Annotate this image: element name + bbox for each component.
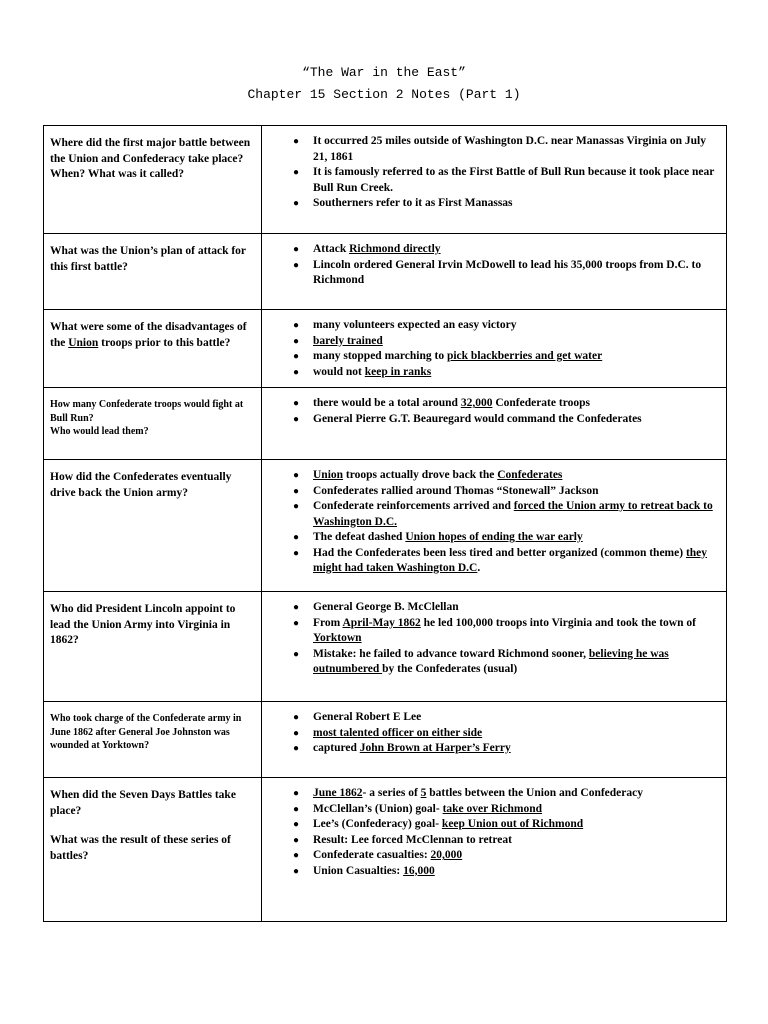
notes-row bbox=[44, 592, 727, 702]
bullet-dot-icon: ● bbox=[293, 850, 300, 861]
question-text: What was the result of these series of battles? bbox=[50, 834, 231, 862]
question-cell bbox=[44, 310, 262, 388]
bullet-list bbox=[262, 468, 718, 577]
answer-cell bbox=[262, 234, 727, 310]
bullet-item bbox=[262, 365, 718, 381]
question-cell bbox=[44, 460, 262, 592]
bullet-text: John Brown at Harper’s Ferry bbox=[359, 742, 511, 754]
bullet-item bbox=[262, 499, 718, 530]
bullet-dot-icon: ● bbox=[293, 648, 300, 660]
bullet-text: Confederates bbox=[497, 469, 563, 481]
bullet-text: battles between the Union and Confederacy bbox=[426, 787, 643, 799]
answer-cell bbox=[262, 388, 727, 460]
bullet-text: keep in ranks bbox=[364, 365, 432, 378]
answer-cell bbox=[262, 592, 727, 702]
bullet-text: From bbox=[313, 616, 343, 629]
bullet-text: General George B. McClellan bbox=[313, 601, 459, 613]
bullet-text: keep Union out of Richmond bbox=[441, 818, 584, 830]
question-segment: Union bbox=[68, 336, 99, 349]
bullet-item bbox=[262, 318, 718, 334]
bullet-dot-icon: ● bbox=[293, 470, 300, 481]
bullet-list bbox=[262, 600, 718, 678]
bullet-item bbox=[262, 165, 718, 196]
bullet-text: The defeat dashed bbox=[313, 531, 406, 543]
bullet-text: they might had taken Washington D.C bbox=[313, 546, 708, 574]
bullet-text: Had the Confederates been less tired and better organized (common theme) bbox=[313, 546, 686, 559]
bullet-text: It occurred 25 miles outside of Washington D.C. near Manassas Virginia on July 21, 1861 bbox=[313, 135, 706, 163]
bullet-text: Union bbox=[313, 469, 344, 481]
answer-cell bbox=[262, 778, 727, 922]
bullet-dot-icon: ● bbox=[293, 803, 300, 815]
question-cell bbox=[44, 702, 262, 778]
bullet-item bbox=[262, 258, 718, 289]
answer-cell bbox=[262, 460, 727, 592]
bullet-text: 32,000 bbox=[460, 397, 493, 409]
notes-table bbox=[43, 125, 727, 922]
bullet-item bbox=[262, 546, 718, 577]
bullet-list bbox=[262, 396, 718, 427]
bullet-dot-icon: ● bbox=[293, 547, 300, 559]
bullet-text: Union hopes of ending the war early bbox=[405, 531, 583, 543]
bullet-item bbox=[262, 600, 718, 616]
bullet-dot-icon: ● bbox=[293, 485, 300, 497]
bullet-text: he led 100,000 troops into Virginia and took the town of bbox=[420, 616, 696, 629]
bullet-text: Richmond directly bbox=[349, 243, 441, 255]
bullet-dot-icon: ● bbox=[293, 167, 300, 178]
bullet-text: General Robert E Lee bbox=[313, 711, 422, 723]
bullet-item bbox=[262, 616, 718, 647]
bullet-text: - a series of bbox=[362, 787, 421, 799]
bullet-dot-icon: ● bbox=[293, 335, 300, 347]
notes-row bbox=[44, 702, 727, 778]
bullet-dot-icon: ● bbox=[293, 351, 300, 362]
bullet-text: Confederate troops bbox=[492, 397, 590, 409]
bullet-dot-icon: ● bbox=[293, 532, 300, 543]
answer-cell bbox=[262, 702, 727, 778]
question-segment: troops prior to this battle? bbox=[98, 336, 231, 349]
answer-cell bbox=[262, 310, 727, 388]
question-text: How many Confederate troops would fight at Bull Run? bbox=[50, 399, 244, 424]
notes-row bbox=[44, 388, 727, 460]
question-text: When did the Seven Days Battles take place? bbox=[50, 789, 236, 817]
bullet-dot-icon: ● bbox=[293, 865, 300, 877]
bullet-dot-icon: ● bbox=[293, 413, 300, 425]
bullet-text: Confederate reinforcements arrived and bbox=[313, 500, 514, 512]
bullet-item bbox=[262, 349, 718, 365]
bullet-text: Mistake: he failed to advance toward Richmond sooner, bbox=[313, 647, 589, 660]
question-text bbox=[50, 320, 255, 351]
notes-row bbox=[44, 460, 727, 592]
bullet-text: many stopped marching to bbox=[313, 350, 447, 362]
question-segment: What were some of the disadvantages of the bbox=[50, 321, 247, 349]
bullet-text: 16,000 bbox=[403, 864, 435, 877]
bullet-text: Southerners refer to it as First Manassas bbox=[313, 197, 513, 209]
notes-row bbox=[44, 310, 727, 388]
question-text: Who did President Lincoln appoint to lead the Union Army into Virginia in 1862? bbox=[50, 603, 236, 646]
question-text: What was the Union’s plan of attack for this first battle? bbox=[50, 245, 246, 273]
bullet-item bbox=[262, 484, 718, 500]
question-text: How did the Confederates eventually drive back the Union army? bbox=[50, 471, 232, 499]
bullet-dot-icon: ● bbox=[293, 834, 300, 846]
bullet-text: McClellan’s (Union) goal- bbox=[313, 802, 443, 815]
bullet-item bbox=[262, 710, 718, 726]
bullet-text: June 1862 bbox=[313, 787, 363, 799]
bullet-list bbox=[262, 710, 718, 757]
question-text: Who took charge of the Confederate army in June 1862 after General Joe Johnston was wounded at Yorktown? bbox=[50, 713, 242, 751]
bullet-text: barely trained bbox=[313, 334, 383, 347]
document-title: “The War in the East” bbox=[302, 65, 466, 80]
bullet-text: Lincoln ordered General Irvin McDowell to lead his 35,000 troops from D.C. to Richmond bbox=[313, 258, 702, 286]
bullet-text: Yorktown bbox=[313, 632, 362, 644]
question-cell bbox=[44, 388, 262, 460]
bullet-text: most talented officer on either side bbox=[313, 726, 483, 739]
bullet-item bbox=[262, 833, 718, 849]
bullet-text: by the Confederates (usual) bbox=[382, 663, 518, 675]
bullet-item bbox=[262, 196, 718, 212]
bullet-dot-icon: ● bbox=[293, 819, 300, 830]
bullet-dot-icon: ● bbox=[293, 743, 300, 754]
bullet-text: there would be a total around bbox=[313, 397, 461, 409]
notes-table-body bbox=[44, 126, 727, 922]
bullet-dot-icon: ● bbox=[293, 501, 300, 512]
bullet-item bbox=[262, 396, 718, 412]
bullet-dot-icon: ● bbox=[293, 136, 300, 147]
bullet-list bbox=[262, 786, 718, 879]
bullet-item bbox=[262, 864, 718, 880]
bullet-text: believing he was outnumbered bbox=[313, 647, 669, 675]
bullet-text: captured bbox=[313, 742, 360, 754]
bullet-dot-icon: ● bbox=[293, 366, 300, 378]
bullet-text: Result: Lee forced McClennan to retreat bbox=[313, 833, 512, 846]
bullet-text: troops actually drove back the bbox=[343, 469, 498, 481]
bullet-dot-icon: ● bbox=[293, 244, 300, 255]
bullet-dot-icon: ● bbox=[293, 727, 300, 739]
bullet-text: April-May 1862 bbox=[342, 616, 421, 629]
bullet-text: Confederate casualties: bbox=[313, 849, 431, 861]
bullet-item bbox=[262, 334, 718, 350]
bullet-dot-icon: ● bbox=[293, 602, 300, 613]
bullet-item bbox=[262, 530, 718, 546]
question-cell bbox=[44, 592, 262, 702]
question-cell bbox=[44, 778, 262, 922]
bullet-item bbox=[262, 848, 718, 864]
bullet-item bbox=[262, 134, 718, 165]
bullet-text: . bbox=[477, 562, 481, 574]
bullet-text: Union Casualties: bbox=[313, 864, 404, 877]
bullet-text: many volunteers expected an easy victory bbox=[313, 319, 517, 331]
question-cell bbox=[44, 234, 262, 310]
bullet-text: Attack bbox=[313, 243, 350, 255]
bullet-item bbox=[262, 647, 718, 678]
bullet-text: 5 bbox=[420, 787, 427, 799]
notes-row bbox=[44, 126, 727, 234]
document-subtitle: Chapter 15 Section 2 Notes (Part 1) bbox=[247, 87, 521, 102]
bullet-list bbox=[262, 134, 718, 212]
bullet-text: take over Richmond bbox=[442, 802, 543, 815]
bullet-item bbox=[262, 802, 718, 818]
question-cell bbox=[44, 126, 262, 234]
bullet-item bbox=[262, 726, 718, 742]
bullet-text: General Pierre G.T. Beauregard would command the Confederates bbox=[313, 412, 642, 425]
bullet-item bbox=[262, 468, 718, 484]
bullet-item bbox=[262, 741, 718, 757]
bullet-dot-icon: ● bbox=[293, 788, 300, 799]
bullet-dot-icon: ● bbox=[293, 198, 300, 209]
bullet-list bbox=[262, 318, 718, 380]
bullet-item bbox=[262, 817, 718, 833]
bullet-dot-icon: ● bbox=[293, 259, 300, 271]
bullet-text: forced the Union army to retreat back to Washington D.C. bbox=[313, 500, 713, 528]
bullet-text: Confederates rallied around Thomas “Stonewall” Jackson bbox=[313, 484, 599, 497]
question-text: Who would lead them? bbox=[50, 426, 149, 437]
bullet-text: Lee’s (Confederacy) goal- bbox=[313, 818, 442, 830]
bullet-text: It is famously referred to as the First Battle of Bull Run because it took place near Bull Run Creek. bbox=[313, 166, 715, 194]
bullet-dot-icon: ● bbox=[293, 320, 300, 331]
bullet-dot-icon: ● bbox=[293, 398, 300, 409]
notes-row bbox=[44, 234, 727, 310]
notes-row bbox=[44, 778, 727, 922]
bullet-dot-icon: ● bbox=[293, 617, 300, 629]
bullet-dot-icon: ● bbox=[293, 712, 300, 723]
answer-cell bbox=[262, 126, 727, 234]
bullet-item bbox=[262, 412, 718, 428]
bullet-item bbox=[262, 242, 718, 258]
bullet-text: pick blackberries and get water bbox=[446, 350, 603, 362]
bullet-item bbox=[262, 786, 718, 802]
bullet-text: would not bbox=[313, 365, 365, 378]
bullet-list bbox=[262, 242, 718, 289]
question-text: Where did the first major battle between the Union and Confederacy take place? When? What was it called? bbox=[50, 137, 251, 180]
bullet-text: 20,000 bbox=[430, 849, 463, 861]
